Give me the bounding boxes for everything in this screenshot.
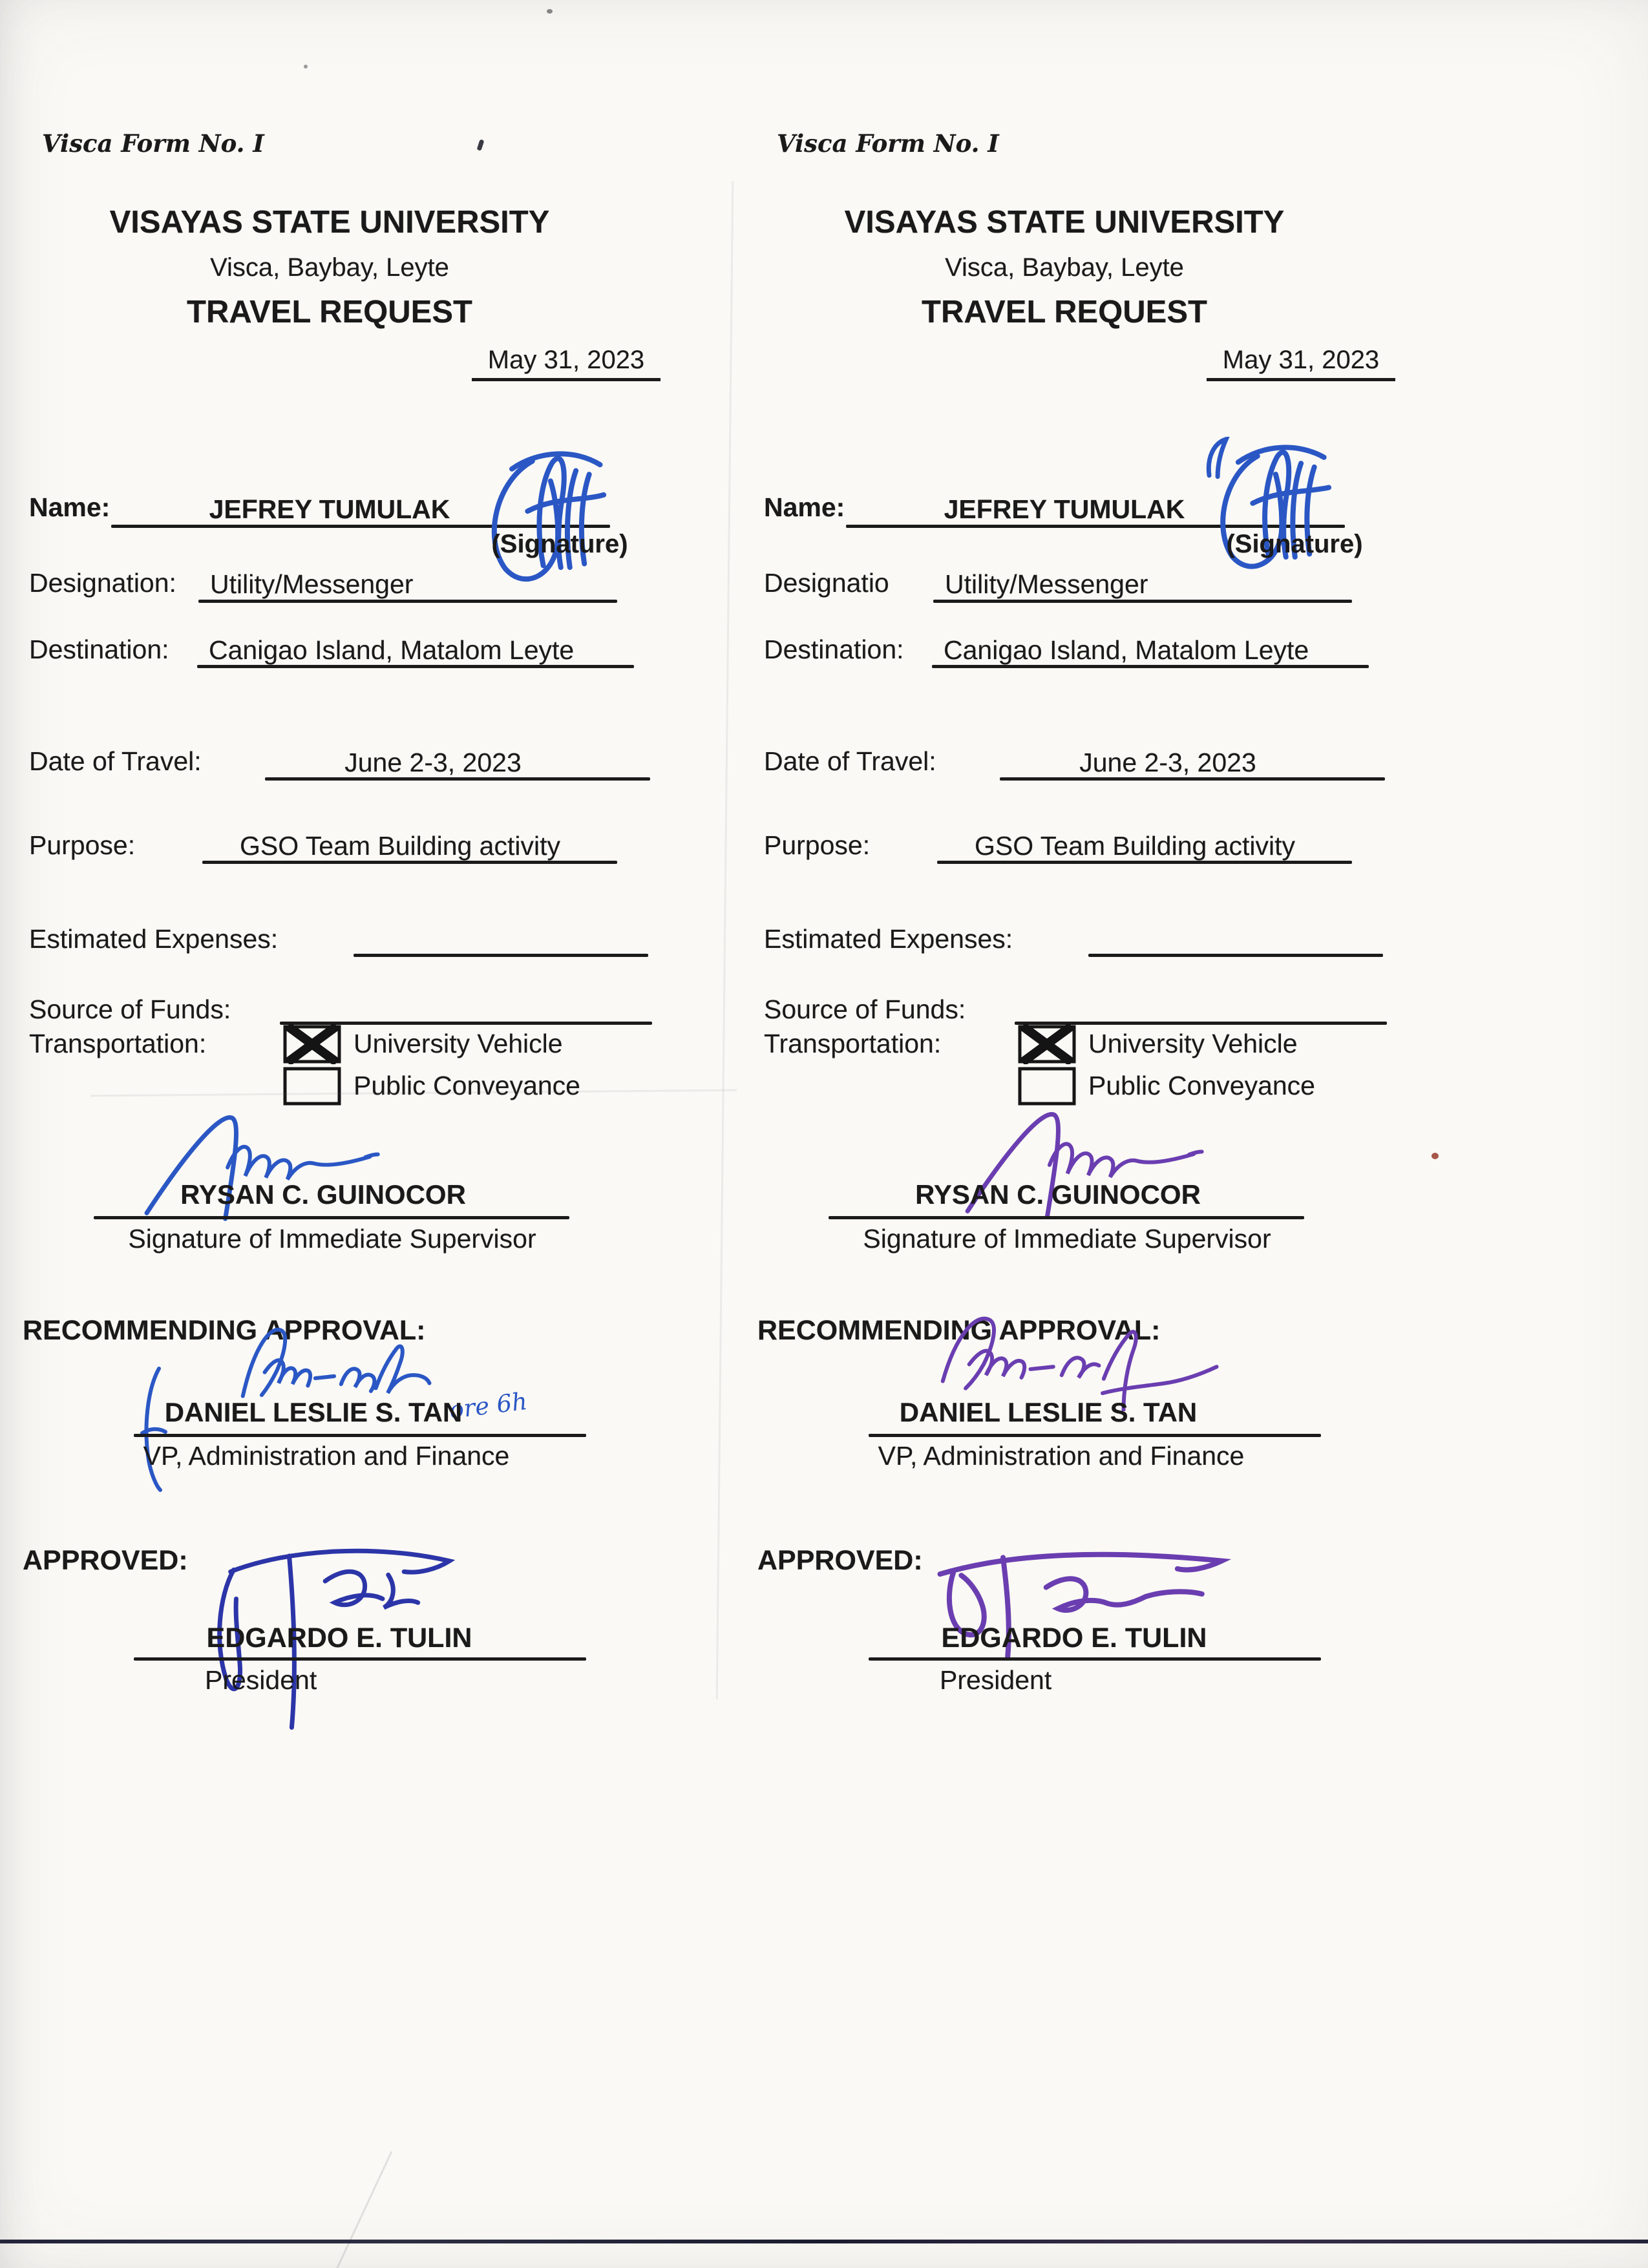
designation-value: Utility/Messenger [945,569,1148,599]
checkbox-university-vehicle [282,1024,342,1064]
option-public-conveyance: Public Conveyance [354,1071,580,1100]
supervisor-caption: Signature of Immediate Supervisor [863,1224,1271,1254]
purpose-underline [937,861,1352,864]
university-name: VISAYAS STATE UNIVERSITY [844,205,1285,240]
form-number: Visca Form No. I [777,129,999,158]
purpose-label: Purpose: [29,830,136,860]
expenses-underline [354,954,648,957]
request-date: May 31, 2023 [472,346,660,381]
designation-underline [933,600,1352,603]
supervisor-caption: Signature of Immediate Supervisor [128,1224,536,1254]
travel-request-form-left [23,0,734,1809]
form-number: Visca Form No. I [42,129,264,158]
travel-date-underline [265,777,650,781]
destination-label: Destination: [764,635,904,664]
vp-signature [236,1314,514,1404]
signature-caption: (Signature) [1226,530,1363,558]
designation-label: Designatio [764,568,889,598]
purpose-value: GSO Team Building activity [239,831,560,861]
option-university-vehicle: University Vehicle [354,1029,563,1058]
president-name: EDGARDO E. TULIN [206,1622,472,1654]
vp-name: DANIEL LESLIE S. TAN [899,1397,1198,1427]
university-address: Visca, Baybay, Leyte [210,253,449,282]
vp-signature [911,1309,1294,1411]
designation-label: Designation: [29,568,176,598]
name-value: JEFREY TUMULAK [944,494,1185,524]
transportation-label: Transportation: [29,1029,207,1058]
vp-underline [869,1434,1321,1437]
recommending-approval-label: RECOMMENDING APPROVAL: [757,1315,1161,1346]
destination-value: Canigao Island, Matalom Leyte [209,635,575,665]
vp-underline [134,1434,586,1437]
destination-label: Destination: [29,635,169,664]
president-title: President [205,1665,317,1695]
checkbox-university-vehicle [1017,1024,1077,1064]
option-public-conveyance: Public Conveyance [1088,1071,1315,1100]
purpose-label: Purpose: [764,830,871,860]
request-date: May 31, 2023 [1207,346,1395,381]
checkbox-x-mark [1022,1026,1072,1062]
name-label: Name: [764,492,845,522]
vp-name: DANIEL LESLIE S. TAN [164,1397,463,1427]
paper-crease [333,2151,392,2268]
travel-date-value: June 2-3, 2023 [344,748,522,777]
form-title: TRAVEL REQUEST [922,295,1207,330]
scan-speck [547,9,553,14]
supervisor-underline [94,1216,569,1219]
name-label: Name: [29,492,111,522]
president-name: EDGARDO E. TULIN [941,1622,1207,1654]
pen-flourish [134,1363,174,1493]
travel-date-underline [1000,777,1385,781]
funds-label: Source of Funds: [764,994,966,1024]
expenses-underline [1088,954,1383,957]
approved-label: APPROVED: [757,1545,923,1576]
supervisor-name: RYSAN C. GUINOCOR [180,1179,466,1210]
destination-value: Canigao Island, Matalom Leyte [944,635,1309,665]
red-speck [1431,1153,1439,1159]
funds-label: Source of Funds: [29,994,231,1024]
expenses-label: Estimated Expenses: [29,924,279,954]
supervisor-name: RYSAN C. GUINOCOR [915,1179,1201,1210]
university-address: Visca, Baybay, Leyte [945,253,1184,282]
transportation-label: Transportation: [764,1029,942,1058]
option-university-vehicle: University Vehicle [1088,1029,1298,1058]
travel-date-label: Date of Travel: [29,746,202,776]
scan-speck [304,65,308,68]
president-underline [869,1657,1321,1661]
approved-label: APPROVED: [23,1545,188,1576]
supervisor-underline [829,1216,1304,1219]
president-underline [134,1657,586,1661]
travel-request-form-right [757,0,1468,1809]
president-title: President [940,1665,1052,1695]
expenses-label: Estimated Expenses: [764,924,1013,954]
designation-underline [198,600,617,603]
designation-value: Utility/Messenger [210,569,414,599]
vp-title: VP, Administration and Finance [878,1441,1245,1471]
vp-title: VP, Administration and Finance [143,1441,510,1471]
checkbox-x-mark [288,1026,337,1062]
pen-tick [1209,439,1226,477]
university-name: VISAYAS STATE UNIVERSITY [109,205,550,240]
purpose-value: GSO Team Building activity [974,831,1295,861]
travel-date-value: June 2-3, 2023 [1079,748,1256,777]
applicant-signature [472,448,617,587]
destination-underline [197,665,634,668]
purpose-underline [202,861,617,864]
form-title: TRAVEL REQUEST [187,295,472,330]
travel-date-label: Date of Travel: [764,746,936,776]
name-value: JEFREY TUMULAK [209,494,450,524]
recommending-approval-label: RECOMMENDING APPROVAL: [23,1315,426,1346]
signature-caption: (Signature) [491,530,628,558]
destination-underline [932,665,1369,668]
scan-edge-line [0,2240,1648,2243]
handwritten-note: ore 6h [447,1387,529,1425]
